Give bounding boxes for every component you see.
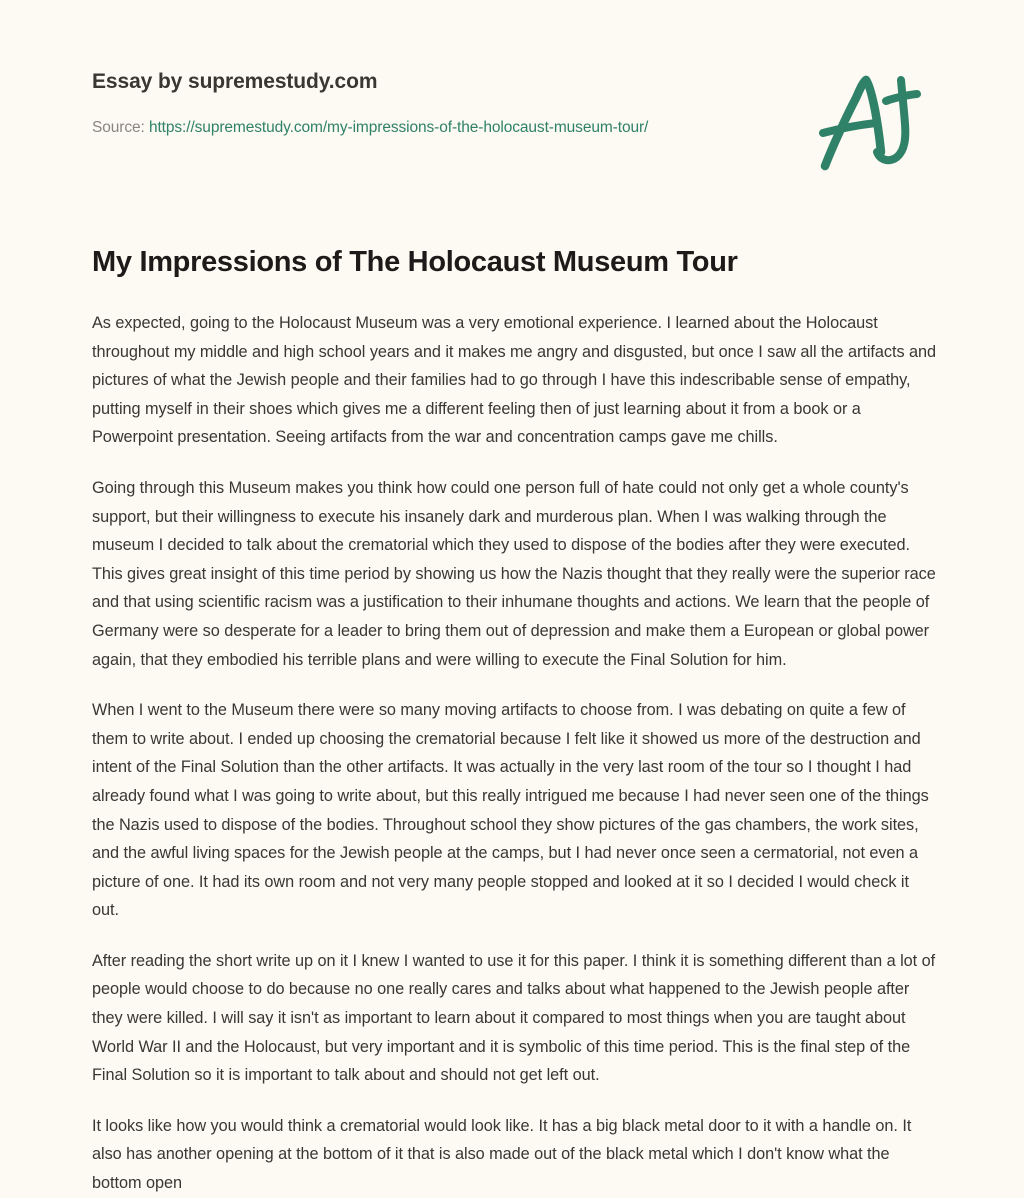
a-plus-logo-icon bbox=[812, 70, 932, 174]
byline: Essay by supremestudy.com bbox=[92, 70, 378, 93]
source-line bbox=[92, 119, 648, 137]
source-label: Source: bbox=[92, 119, 145, 136]
paragraph: When I went to the Museum there were so many moving artifacts to choose from. I was debating on quite a few of them to write about. I ended up choosing the crematorial because I felt like it showed us more of the destruction and intent of the Final Solution than the other artifacts. It was actually in the very last room of the tour so I thought I had already found what I was going to write about, but this really intrigued me because I had never seen one of the things the Nazis used to dispose of the bodies. Throughout school they show pictures of the gas chambers, the work sites, and the awful living spaces for the Jewish people at the camps, but I had never once seen a cermatorial, not even a picture of one. It had its own room and not very many people stopped and looked at it so I decided I would check it out. bbox=[92, 701, 929, 920]
article-body bbox=[92, 309, 937, 1198]
source-url-link[interactable]: https://supremestudy.com/my-impressions-of-the-holocaust-museum-tour/ bbox=[148, 119, 649, 136]
paragraph: As expected, going to the Holocaust Museum was a very emotional experience. I learned about the Holocaust throughout my middle and high school years and it makes me angry and disgusted, but once I saw all the artifacts and pictures of what the Jewish people and their families had to go through I have this indescribable sense of empathy, putting myself in their shoes which gives me a different feeling then of just learning about it from a book or a Powerpoint presentation. Seeing artifacts from the war and concentration camps gave me chills. bbox=[92, 314, 937, 447]
page-header bbox=[0, 0, 1024, 200]
page-title: My Impressions of The Holocaust Museum Tour bbox=[92, 246, 738, 278]
paragraph: After reading the short write up on it I knew I wanted to use it for this paper. I think it is something different than a lot of people would choose to do because no one really cares and talks about what happened to the Jewish people after they were killed. I will say it isn't as important to learn about it compared to most things when you are taught about World War II and the Holocaust, but very important and it is symbolic of this time period. This is the final step of the Final Solution so it is important to talk about and should not get left out. bbox=[92, 951, 936, 1085]
article bbox=[92, 243, 937, 1198]
paragraph: Going through this Museum makes you think how could one person full of hate could not only get a whole county's support, but their willingness to execute his insanely dark and murderous plan. When I was walking through the museum I decided to talk about the crematorial which they used to dispose of the bodies after they were executed. This gives great insight of this time period by showing us how the Nazis thought that they really were the superior race and that using scientific racism was a justification to their inhumane thoughts and actions. We learn that the people of Germany were so desperate for a leader to bring them out of depression and make them a European or global power again, that they embodied his terrible plans and were willing to execute the Final Solution for him. bbox=[92, 478, 936, 669]
paragraph: It looks like how you would think a crematorial would look like. It has a big black metal door to it with a handle on. It also has another opening at the bottom of it that is also made out of the black metal which I don't know what the bottom open bbox=[92, 1116, 912, 1193]
